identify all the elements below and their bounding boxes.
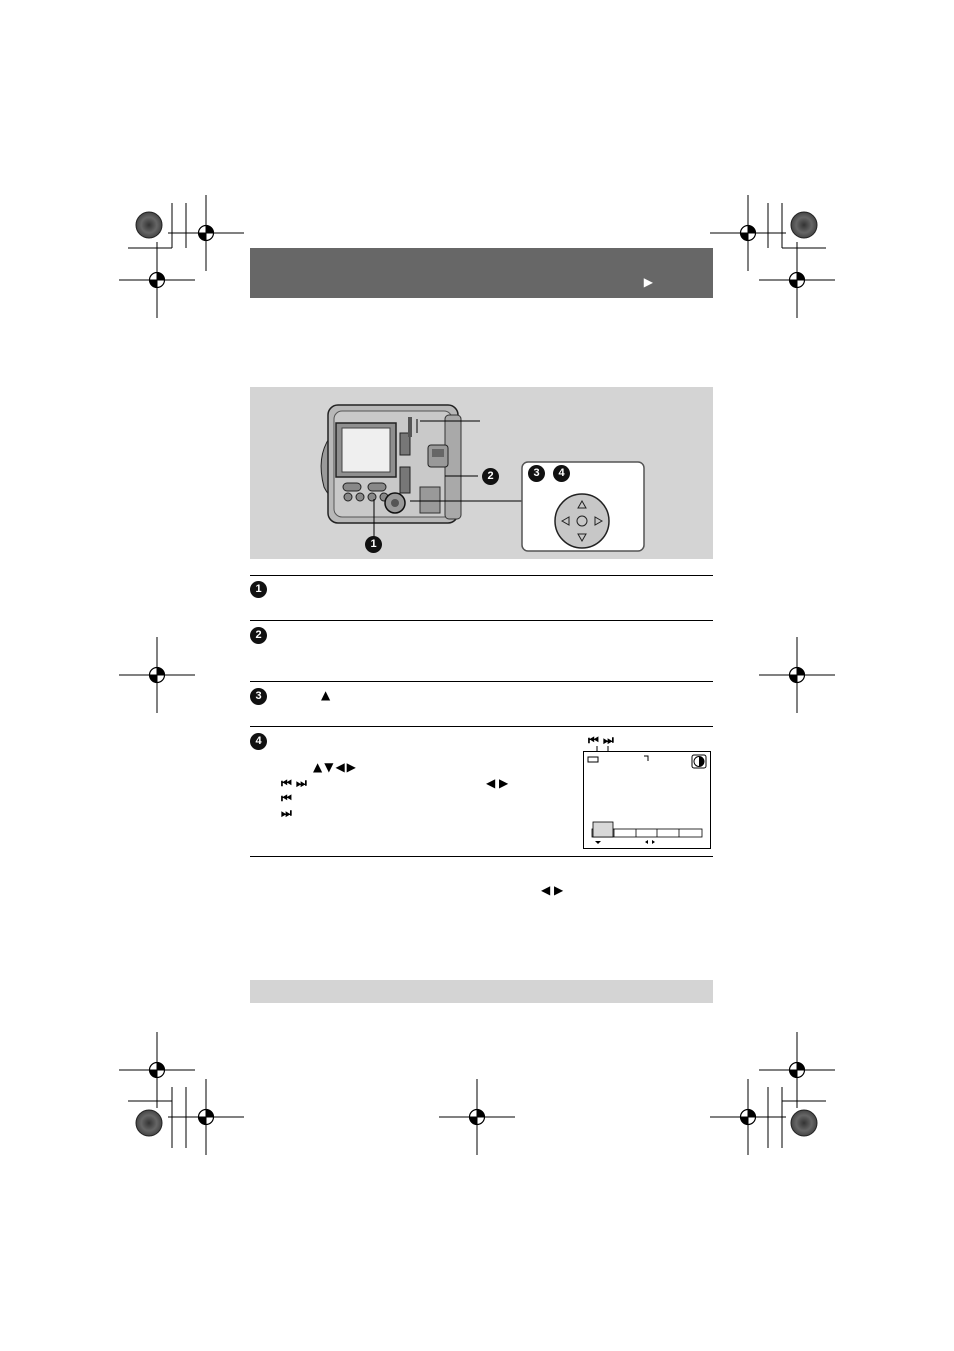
step-3-number: 3 bbox=[250, 688, 267, 705]
camera-illustration-panel bbox=[250, 387, 713, 559]
step-divider bbox=[250, 856, 713, 857]
step-divider bbox=[250, 681, 713, 682]
section-header-bar bbox=[250, 248, 713, 298]
step-divider bbox=[250, 726, 713, 727]
left-right-arrows-icon: ◀ ▶ bbox=[486, 776, 509, 790]
callout-1: 1 bbox=[365, 536, 382, 553]
callout-3: 3 bbox=[528, 465, 545, 482]
step-1-number: 1 bbox=[250, 581, 267, 598]
step-4-number: 4 bbox=[250, 733, 267, 750]
step-divider bbox=[250, 575, 713, 576]
step-divider bbox=[250, 620, 713, 621]
callout-2: 2 bbox=[482, 468, 499, 485]
next-icon: ⏭ bbox=[281, 806, 292, 820]
note-left-right-arrows-icon: ◀ ▶ bbox=[541, 883, 564, 897]
footer-bar bbox=[250, 980, 713, 1003]
prev-icon: ⏮ bbox=[281, 791, 292, 805]
up-arrow-icon: ▲ bbox=[321, 688, 331, 702]
direction-arrows-icon: ▲▼◀▶ bbox=[313, 760, 358, 774]
lcd-screen-graphic bbox=[584, 752, 710, 848]
screen-prev-next-icon: ⏮ ⏭ bbox=[588, 733, 614, 747]
continue-arrow-icon: ▶ bbox=[643, 275, 653, 289]
prev-next-icon: ⏮ ⏭ bbox=[281, 776, 307, 790]
callout-4: 4 bbox=[553, 465, 570, 482]
lcd-screen-diagram bbox=[583, 751, 711, 849]
step-2-number: 2 bbox=[250, 627, 267, 644]
